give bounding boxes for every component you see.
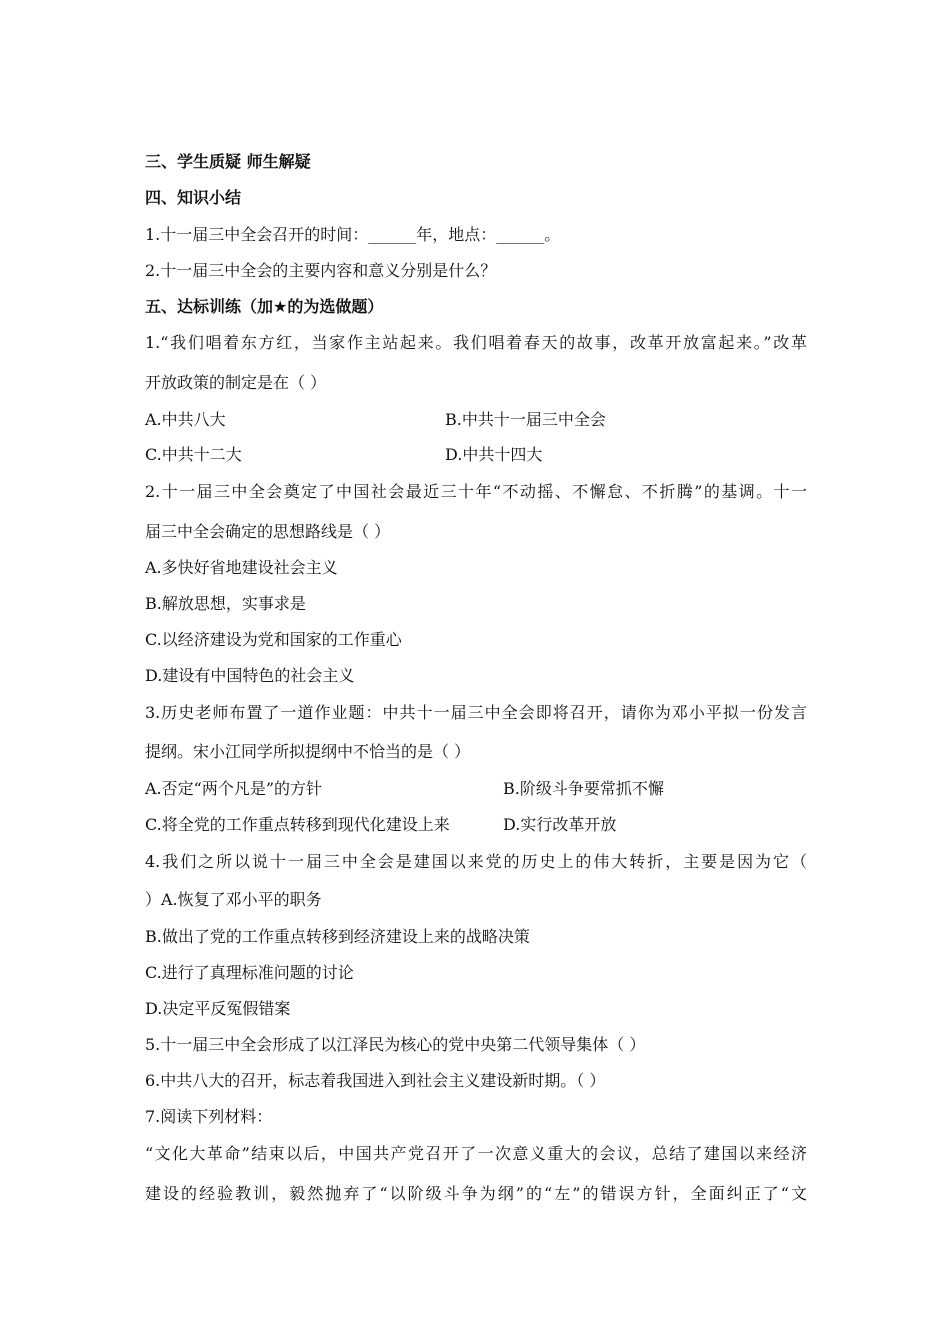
q4-stem-line1: 4.我们之所以说十一届三中全会是建国以来党的历史上的伟大转折，主要是因为它（ xyxy=(145,852,807,871)
q2-stem-line2: 届三中全会确定的思想路线是（ ） xyxy=(145,522,391,541)
q2-option-b: B.解放思想，实事求是 xyxy=(145,594,306,613)
q2-option-a: A.多快好省地建设社会主义 xyxy=(145,558,338,577)
q3-stem-line2: 提纲。宋小江同学所拟提纲中不恰当的是（ ） xyxy=(145,742,471,761)
section-heading-4: 四、知识小结 xyxy=(145,188,242,207)
q1-option-a: A.中共八大 xyxy=(145,410,226,429)
q3-stem-line1: 3.历史老师布置了一道作业题：中共十一届三中全会即将召开，请你为邓小平拟一份发言 xyxy=(145,703,807,722)
q1-option-b: B.中共十一届三中全会 xyxy=(445,410,606,429)
q2-option-d: D.建设有中国特色的社会主义 xyxy=(145,666,355,685)
q7-material-line2: 建设的经验教训，毅然抛弃了“以阶级斗争为纲”的“左”的错误方针，全面纠正了“文 xyxy=(145,1184,807,1203)
summary-question-1: 1.十一届三中全会召开的时间：______年，地点：______。 xyxy=(145,225,561,244)
q3-option-c: C.将全党的工作重点转移到现代化建设上来 xyxy=(145,815,450,834)
q1-option-c: C.中共十二大 xyxy=(145,445,242,464)
q3-option-b: B.阶级斗争要常抓不懈 xyxy=(503,779,664,798)
q4-option-c: C.进行了真理标准问题的讨论 xyxy=(145,963,354,982)
q4-option-b: B.做出了党的工作重点转移到经济建设上来的战略决策 xyxy=(145,927,530,946)
q5-statement: 5.十一届三中全会形成了以江泽民为核心的党中央第二代领导集体（ ） xyxy=(145,1035,646,1054)
q7-material-line1: “文化大革命”结束以后，中国共产党召开了一次意义重大的会议，总结了建国以来经济 xyxy=(145,1144,807,1163)
q4-stem-line2-option-a: ）A.恢复了邓小平的职务 xyxy=(145,890,322,909)
q2-stem-line1: 2.十一届三中全会奠定了中国社会最近三十年“不动摇、不懈怠、不折腾”的基调。十一 xyxy=(145,482,807,501)
q3-option-a: A.否定“两个凡是”的方针 xyxy=(145,779,323,798)
q1-stem-line2: 开放政策的制定是在（ ） xyxy=(145,373,327,392)
summary-question-2: 2.十一届三中全会的主要内容和意义分别是什么？ xyxy=(145,261,497,280)
section-heading-5: 五、达标训练（加★的为选做题） xyxy=(145,297,384,316)
q4-option-d: D.决定平反冤假错案 xyxy=(145,999,291,1018)
q3-option-d: D.实行改革开放 xyxy=(503,815,617,834)
q1-stem-line1: 1.“我们唱着东方红，当家作主站起来。我们唱着春天的故事，改革开放富起来。”改革 xyxy=(145,333,807,352)
q2-option-c: C.以经济建设为党和国家的工作重心 xyxy=(145,630,402,649)
section-heading-3: 三、学生质疑 师生解疑 xyxy=(145,152,311,171)
q6-statement: 6.中共八大的召开，标志着我国进入到社会主义建设新时期。（ ） xyxy=(145,1071,606,1090)
q1-option-d: D.中共十四大 xyxy=(445,445,543,464)
q7-title: 7.阅读下列材料： xyxy=(145,1107,273,1126)
